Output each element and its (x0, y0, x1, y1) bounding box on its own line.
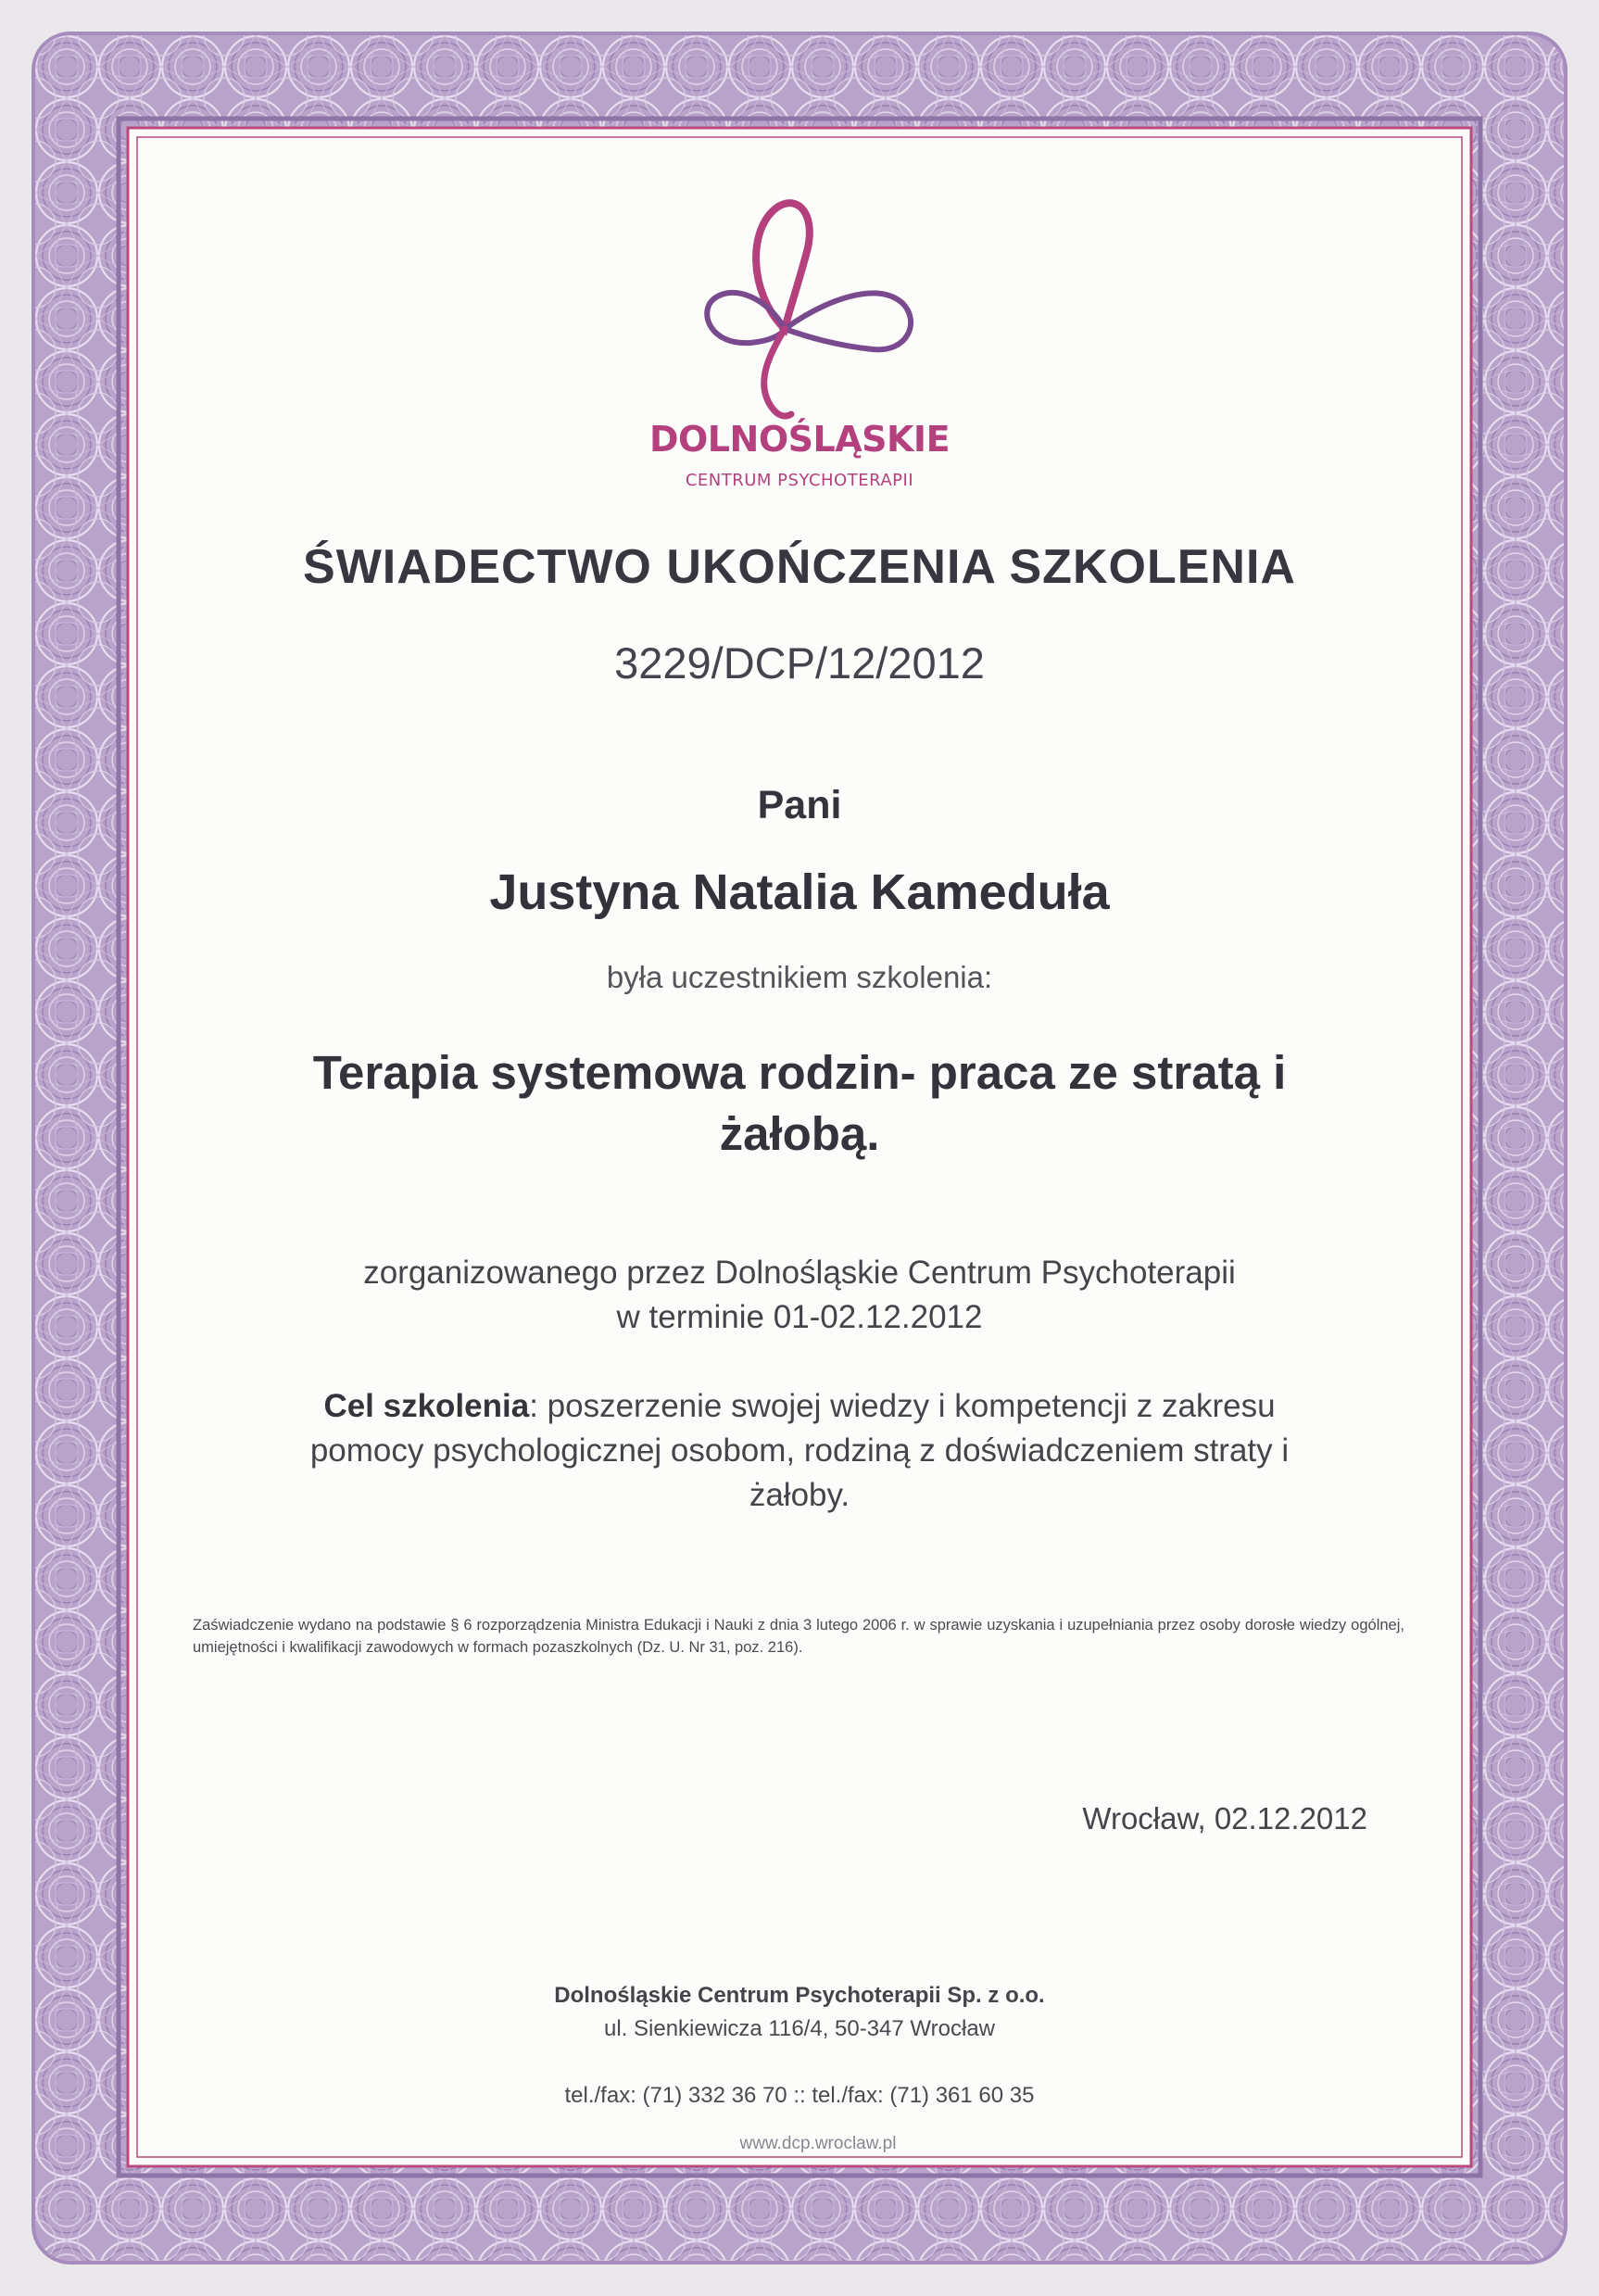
term-line: w terminie 01-02.12.2012 (616, 1299, 983, 1335)
goal-line-3: żałoby. (749, 1477, 850, 1513)
participation-text: była uczestnikiem szkolenia: (606, 960, 993, 994)
goal-label: Cel szkolenia (323, 1388, 530, 1424)
certificate-title: ŚWIADECTWO UKOŃCZENIA SZKOLENIA (303, 540, 1296, 594)
goal-line-2: pomocy psychologicznej osobom, rodziną z doświadczeniem straty i (309, 1432, 1290, 1469)
logo-subname: CENTRUM PSYCHOTERAPII (685, 471, 914, 490)
salutation: Pani (757, 783, 842, 827)
company-phone: tel./fax: (71) 332 36 70 :: tel./fax: (71) 361 60 35 (564, 2083, 1035, 2108)
organizer-line: zorganizowanego przez Dolnośląskie Centrum Psychoterapii (363, 1255, 1236, 1291)
logo-name: DOLNOŚLĄSKIE (648, 419, 951, 460)
organizer-block (222, 1251, 1377, 1340)
participant-name: Justyna Natalia Kameduła (489, 864, 1110, 920)
website-link[interactable]: www.dcp.wroclaw.pl (686, 2134, 951, 2154)
goal-block (204, 1384, 1395, 1518)
goal-line-1 (204, 1384, 1395, 1429)
course-title-line-2: żałobą. (719, 1107, 880, 1160)
goal-text-1: : poszerzenie swojej wiedzy i kompetencji z zakresu (529, 1388, 1276, 1424)
company-address: ul. Sienkiewicza 116/4, 50-347 Wrocław (604, 2016, 995, 2041)
place-date: Wrocław, 02.12.2012 (1082, 1801, 1367, 1836)
certificate-number: 3229/DCP/12/2012 (614, 638, 985, 688)
course-title-line-1: Terapia systemowa rodzin- praca ze stratą i (312, 1046, 1287, 1099)
course-title (222, 1042, 1377, 1165)
legal-note: Zaświadczenie wydano na podstawie § 6 rozporządzenia Ministra Edukacji i Nauki z dnia 3 lutego 2006 r. w sprawie uzyskania i uzupełniania przez osoby dorosłe wiedzy ogólnej, umiejętności i kwalifikacji zawodowych w formach pozaszkolnych (Dz. U. Nr 31, poz. 216). (193, 1617, 1404, 1656)
butterfly-logo-icon (697, 190, 928, 426)
company-name: Dolnośląskie Centrum Psychoterapii Sp. z o.o. (554, 1983, 1045, 2008)
